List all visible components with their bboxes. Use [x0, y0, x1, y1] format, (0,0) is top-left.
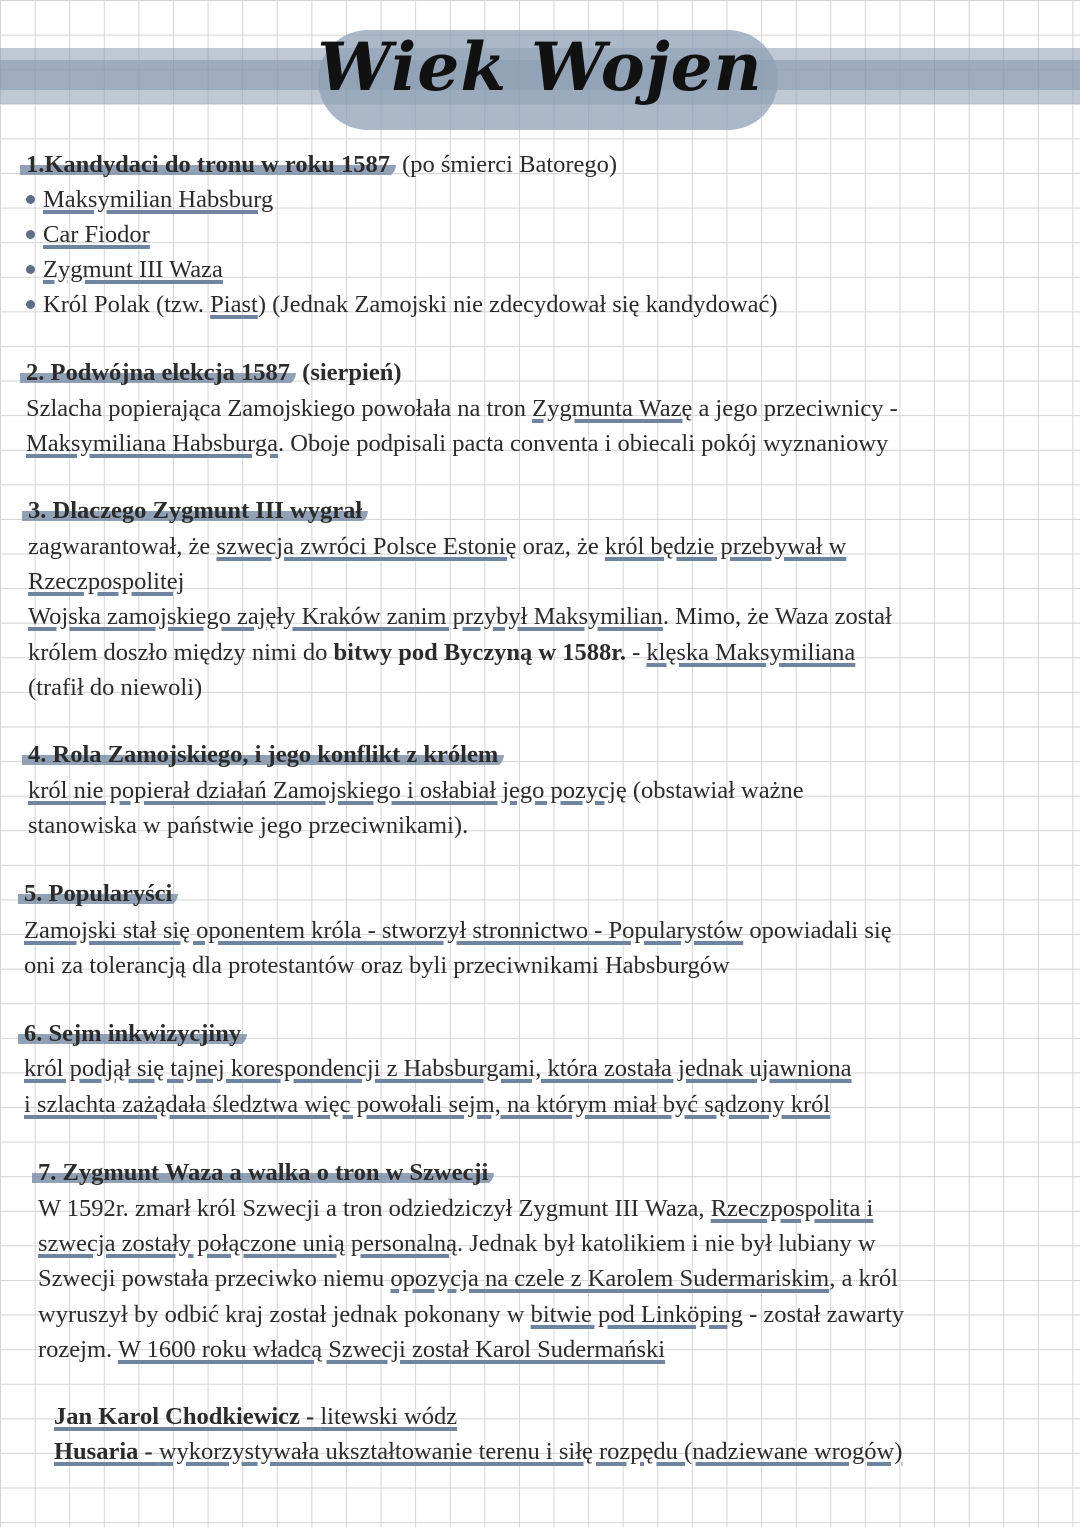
bullet-icon — [26, 265, 35, 274]
bullet-icon — [26, 195, 35, 204]
note-line: Jan Karol Chodkiewicz - litewski wódz — [54, 1403, 458, 1430]
list-item: Car Fiodor — [26, 220, 150, 250]
paragraph-line: (trafił do niewoli) — [28, 674, 203, 701]
section-1-heading: 1.Kandydaci do tronu w roku 1587 (po śmierci Batorego) — [26, 150, 617, 180]
section-6-heading: 6. Sejm inkwizycjiny — [24, 1019, 247, 1049]
section-7-heading: 7. Zygmunt Waza a walka o tron w Szwecji — [38, 1158, 494, 1188]
paragraph-line: Szwecji powstała przeciwko niemu opozycja na czele z Karolem Sudermariskim, a król — [38, 1265, 898, 1292]
list-item: Król Polak (tzw. Piast) (Jednak Zamojski nie zdecydował się kandydować) — [26, 290, 778, 320]
paragraph-line: Szlacha popierająca Zamojskiego powołała na tron Zygmunta Wazę a jego przeciwnicy - — [26, 395, 898, 422]
paragraph-line: wyruszył by odbić kraj został jednak pokonany w bitwie pod Linköping - został zawarty — [38, 1301, 905, 1328]
paragraph-line: oni za tolerancją dla protestantów oraz byli przeciwnikami Habsburgów — [24, 952, 730, 979]
paragraph-line: zagwarantował, że szwecja zwróci Polsce Estonię oraz, że król będzie przebywał w — [28, 533, 847, 560]
paragraph-line: i szlachta zażądała śledztwa więc powołali sejm, na którym miał być sądzony król — [24, 1091, 831, 1118]
page-title: Wiek Wojen — [317, 28, 763, 106]
paragraph-line: szwecja zostały połączone unią personalną. Jednak był katolikiem i nie był lubiany w — [38, 1230, 876, 1257]
section-5-heading: 5. Popularyści — [24, 879, 178, 909]
section-4-heading: 4. Rola Zamojskiego, i jego konflikt z królem — [28, 740, 504, 770]
paragraph-line: Zamojski stał się oponentem króla - stworzył stronnictwo - Popularystów opowiadali się — [24, 917, 892, 944]
bullet-icon — [26, 300, 35, 309]
bullet-icon — [26, 230, 35, 239]
paragraph-line: stanowiska w państwie jego przeciwnikami). — [28, 812, 469, 839]
paragraph-line: rozejm. W 1600 roku władcą Szwecji został Karol Sudermański — [38, 1336, 666, 1363]
section-2-heading: 2. Podwójna elekcja 1587 (sierpień) — [26, 358, 402, 388]
paragraph-line: król nie popierał działań Zamojskiego i osłabiał jego pozycję (obstawiał ważne — [28, 777, 804, 804]
list-item: Maksymilian Habsburg — [26, 185, 273, 215]
paragraph-line: król podjął się tajnej korespondencji z Habsburgami, która została jednak ujawniona — [24, 1055, 852, 1082]
paragraph-line: królem doszło między nimi do bitwy pod Byczyną w 1588r. - klęska Maksymiliana — [28, 639, 856, 666]
list-item: Zygmunt III Waza — [26, 255, 223, 285]
section-3-heading: 3. Dlaczego Zygmunt III wygrał — [28, 496, 368, 526]
paragraph-line: W 1592r. zmarł król Szwecji a tron odziedziczył Zygmunt III Waza, Rzeczpospolita i — [38, 1195, 874, 1222]
paragraph-line: Maksymiliana Habsburga. Oboje podpisali pacta conventa i obiecali pokój wyznaniowy — [26, 430, 889, 457]
note-line: Husaria - wykorzystywała ukształtowanie terenu i siłę rozpędu (nadziewane wrogów) — [54, 1438, 903, 1465]
paragraph-line: Wojska zamojskiego zajęły Kraków zanim przybył Maksymilian. Mimo, że Waza został — [28, 603, 892, 630]
paragraph-line: Rzeczpospolitej — [28, 568, 185, 595]
